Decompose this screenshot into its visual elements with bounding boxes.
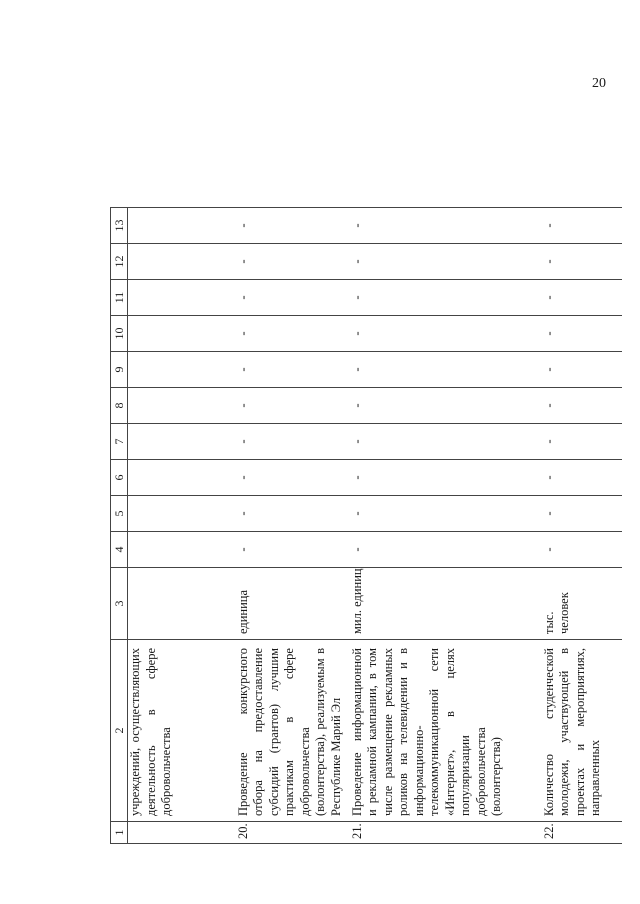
row-value: - (236, 208, 350, 244)
row-description: учреждений, осуществляющих деятельность в сфере добровольчества (128, 640, 236, 822)
table-row (236, 208, 350, 844)
row-value (128, 388, 236, 424)
row-unit: единица (236, 568, 350, 640)
row-number: 22. (542, 822, 622, 844)
header-cell: 8 (111, 388, 128, 424)
row-description: Проведение информационной и рекламной кампании, в том числе размещение рекламных роликов на телевидении и в информационно-телекоммуникационной сети «Интернет», в целях популяризации добровольчества (волонтерства) (350, 640, 542, 822)
row-value: - (236, 532, 350, 568)
row-value: - (350, 352, 542, 388)
row-value: - (236, 496, 350, 532)
row-value (128, 532, 236, 568)
header-cell: 11 (111, 280, 128, 316)
row-value: - (542, 496, 622, 532)
row-value: - (350, 532, 542, 568)
row-value (128, 280, 236, 316)
header-cell: 6 (111, 460, 128, 496)
header-cell: 13 (111, 208, 128, 244)
row-value: - (236, 280, 350, 316)
header-cell: 10 (111, 316, 128, 352)
row-number: 20. (236, 822, 350, 844)
row-value (128, 496, 236, 532)
row-value (128, 208, 236, 244)
header-cell: 2 (111, 640, 128, 822)
header-cell: 5 (111, 496, 128, 532)
row-value (128, 316, 236, 352)
row-value: - (542, 424, 622, 460)
row-value: - (236, 388, 350, 424)
row-value (128, 460, 236, 496)
header-cell: 1 (111, 822, 128, 844)
row-value: - (236, 244, 350, 280)
header-cell: 12 (111, 244, 128, 280)
row-value: - (350, 316, 542, 352)
row-value: - (236, 316, 350, 352)
row-value: - (542, 244, 622, 280)
row-value: - (542, 352, 622, 388)
indicator-table (110, 207, 622, 844)
row-unit: тыс. человек (542, 568, 622, 640)
row-value (128, 244, 236, 280)
row-number (128, 822, 236, 844)
row-value: - (542, 460, 622, 496)
row-number: 21. (350, 822, 542, 844)
row-description: Проведение конкурсного отбора на предоставление субсидий (грантов) лучшим практикам в сфере добровольчества (волонтерства), реализуемым в Республике Марий Эл (236, 640, 350, 822)
table-row (542, 208, 622, 844)
row-description: Количество студенческой молодежи, участвующей в проектах и мероприятиях, направленных (542, 640, 622, 822)
row-value: - (236, 352, 350, 388)
page-number: 20 (592, 76, 606, 91)
header-cell: 4 (111, 532, 128, 568)
header-cell: 9 (111, 352, 128, 388)
row-value: - (542, 280, 622, 316)
header-cell: 3 (111, 568, 128, 640)
row-unit (128, 568, 236, 640)
row-value: - (236, 460, 350, 496)
header-cell: 7 (111, 424, 128, 460)
row-value: - (542, 388, 622, 424)
table-row (350, 208, 542, 844)
row-value: - (350, 388, 542, 424)
row-value: - (542, 208, 622, 244)
row-value: - (542, 316, 622, 352)
row-value: - (350, 496, 542, 532)
row-value: - (542, 532, 622, 568)
row-value: - (350, 460, 542, 496)
row-value: - (236, 424, 350, 460)
rotated-page (0, 144, 640, 904)
row-value (128, 352, 236, 388)
row-unit: мил. единиц (350, 568, 542, 640)
row-value (128, 424, 236, 460)
header-row (111, 208, 128, 844)
table-row (128, 208, 236, 844)
row-value: - (350, 280, 542, 316)
row-value: - (350, 244, 542, 280)
row-value: - (350, 208, 542, 244)
row-value: - (350, 424, 542, 460)
